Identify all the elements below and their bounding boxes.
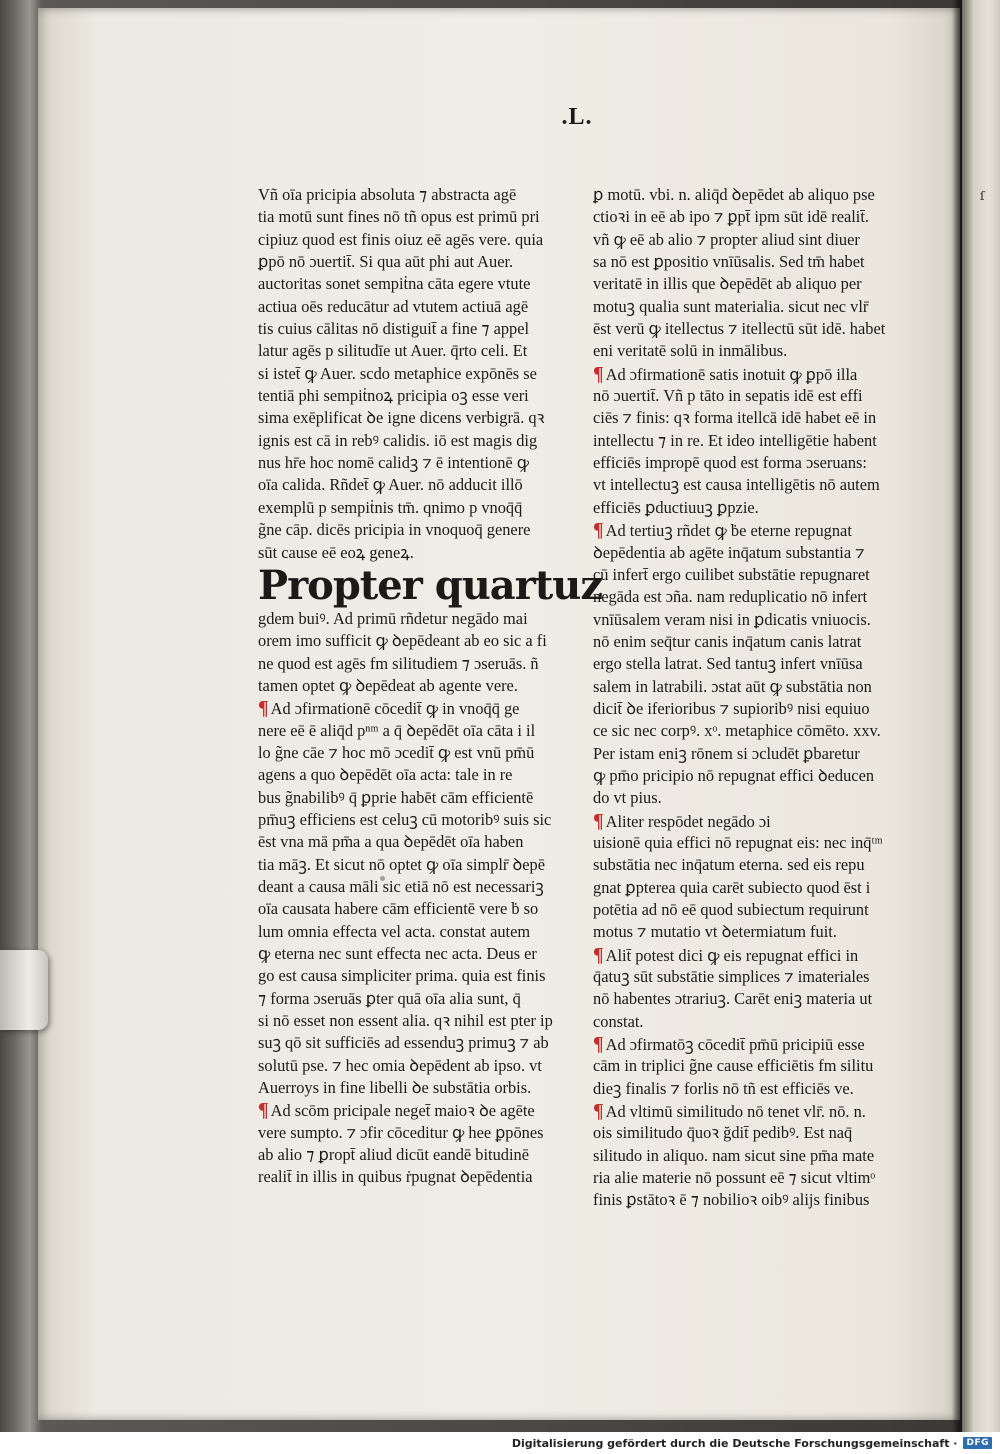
text-line: lum omnia effecta vel acta. constat autem	[258, 921, 531, 941]
text-line: nō ɔuertit̄. Vñ p tāto in sepatis idē est effi	[593, 386, 863, 406]
text-line: cū infert̄ ergo cuilibet substātie repugnaret	[593, 564, 870, 584]
dfg-logo: DFG	[963, 1437, 992, 1449]
text-line: ce sic nec corpꝰ. xᵒ. metaphice cōmēto. xxv.	[593, 721, 881, 741]
text-line: ctioꝛi in eē ab ipo ⁊ ꝑpt̄ ipm sūt idē realit̄.	[593, 207, 870, 227]
book-clamp	[0, 950, 48, 1030]
text-line: tamen optet ꝙ ꝺepēdeat ab agente vere.	[258, 675, 518, 695]
text-line-content: Aliter respōdet negādo ɔi	[605, 811, 771, 831]
text-line: substātia nec inq̄atum eterna. sed eis repu	[593, 855, 865, 875]
right-paragraph-3	[593, 519, 893, 809]
text-line: dieꝫ finalis ⁊ forlis nō tñ est efficiēs ve.	[593, 1078, 854, 1098]
right-paragraph-2	[593, 363, 893, 519]
edge-glyph: ſ	[980, 189, 985, 203]
text-line: oīa calida. Rñdet̄ ꝙ Auer. nō adducit illō	[258, 475, 523, 495]
text-line: ꝙ pm̄o pricipio nō repugnat effici ꝺeducen	[593, 765, 875, 785]
text-line: vere sumpto. ⁊ ɔfir cōceditur ꝙ hee ꝑpōnes	[258, 1122, 544, 1142]
text-line: negāda est ɔña. nam reduplicatio nō infert	[593, 587, 868, 607]
text-line-content: Alit̄ potest dici ꝙ eis repugnat effici in	[605, 945, 859, 965]
text-line	[593, 1100, 889, 1122]
digitization-footer	[0, 1432, 1000, 1454]
text-line: tis cuius cālitas nō distiguit̄ a fine ⁊ appel	[258, 319, 530, 339]
right-paragraph-4	[593, 810, 893, 944]
text-line: solutū pse. ⁊ hec omia ꝺepēdent ab ipso. vt	[258, 1055, 542, 1075]
text-line: motus ⁊ mutatio vt ꝺetermiatum fuit.	[593, 922, 837, 942]
text-line	[593, 1033, 889, 1055]
text-line: ergo stella latrat. Sed tantuꝫ infert vnīūsa	[593, 654, 863, 674]
rubric-pilcrow-icon: ¶	[593, 809, 604, 832]
text-line: ēst verū ꝙ itellectus ⁊ itellectū sūt idē. habet	[593, 319, 886, 339]
text-line: nere eē ē aliq̄d pⁿᵐ a q̄ ꝺepēdēt oīa cāta i il	[258, 720, 536, 740]
rubric-pilcrow-icon: ¶	[593, 943, 604, 966]
text-line: nus hr̄e hoc nomē calidꝫ ⁊ ē intentionē ꝙ	[258, 453, 530, 473]
text-line-content: Ad scōm pricipale neget̄ maioꝛ ꝺe agēte	[270, 1101, 535, 1121]
text-line: do vt pius.	[593, 788, 662, 808]
right-paragraph-5	[593, 944, 893, 1033]
text-line: agens a quo ꝺepēdēt oīa acta: tale in re	[258, 765, 513, 785]
text-line: deant a causa māli sic etiā nō est necessariꝫ	[258, 876, 544, 896]
text-line: ⁊ forma ɔseruās ꝑter quā oīa alia sunt, q̄	[258, 988, 521, 1008]
text-line: sa nō est ꝑpositio vnīūsalis. Sed tm̄ habet	[593, 252, 865, 272]
footer-credit: Digitalisierung gefördert durch die Deutsche Forschungsgemeinschaft ·	[511, 1436, 958, 1450]
text-line: nō enim seq̄tur canis inq̄atum canis latrat	[593, 631, 862, 651]
text-line: ne quod est agēs fm silitudiem ⁊ ɔseruās. ñ	[258, 653, 539, 673]
text-line: ēst vna mā pm̄a a qua ꝺepēdēt oīa haben	[258, 832, 524, 852]
text-line: exemplū p sempiṫnis tm̄. qnimo p vnoq̄q̄	[258, 497, 523, 517]
text-line: constat.	[593, 1011, 644, 1031]
text-line: sūt cause eē eoꝝ geneꝝ.	[258, 542, 414, 562]
text-line: suꝫ qō sit sufficiēs ad essenduꝫ primuꝫ ⁊ ab	[258, 1033, 549, 1053]
rubric-pilcrow-icon: ¶	[593, 362, 604, 385]
adjacent-page-edge	[962, 0, 1000, 1432]
text-line: ria alie materie nō possunt eē ⁊ sicut vltimᵒ	[593, 1168, 876, 1188]
right-paragraph-7	[593, 1100, 893, 1212]
text-line: cām in triplici g̃ne cause efficiētis fm silitu	[593, 1056, 874, 1076]
text-line-content: Ad vltimū similitudo nō tenet vlr̄. nō. n.	[605, 1102, 866, 1122]
text-line: veritatē in illis que ꝺepēdēt ab aliquo per	[593, 274, 862, 294]
text-line	[593, 519, 889, 541]
text-line: dicit̄ ꝺe iferioribus ⁊ supioribꝰ nisi equiuo	[593, 698, 870, 718]
text-line: ab alio ⁊ ꝑropt̄ aliud dicūt eandē bitudinē	[258, 1145, 529, 1165]
text-line: finis ꝑstātoꝛ ē ⁊ nobilioꝛ oibꝰ alijs finibus	[593, 1190, 870, 1210]
left-paragraph-2	[258, 697, 558, 1099]
rubric-pilcrow-icon: ¶	[258, 697, 269, 720]
left-text-block-1	[258, 184, 558, 564]
text-line-content: Ad ɔfirmationē satis inotuit ꝙ ꝑpō illa	[605, 364, 858, 384]
text-line: ignis est cā in rebꝰ calidis. iō est magis dig	[258, 430, 538, 450]
text-line: si nō esset non essent alia. qꝛ nihil est pter ip	[258, 1011, 553, 1031]
text-line: Vñ oīa pricipia absoluta ⁊ abstracta agē	[258, 185, 517, 204]
text-line: tia motū sunt fines nō tñ opus est primū pri	[258, 207, 540, 227]
text-line: auctoritas sonet sempiṫna cāta egere vtute	[258, 274, 531, 294]
text-line	[258, 1099, 554, 1121]
left-column	[258, 184, 603, 1189]
text-line: ois similitudo q̄uoꝛ ğdit̄ pedibꝰ. Est naq̄	[593, 1123, 853, 1143]
rubric-pilcrow-icon: ¶	[593, 519, 604, 542]
rubric-pilcrow-icon: ¶	[258, 1099, 269, 1122]
text-line: silitudo in aliquo. nam sicut sine pm̄a mate	[593, 1145, 875, 1165]
text-line: ꝑpō nō ɔuertit̄. Si qua aūt phi aut Auer.	[258, 252, 514, 272]
text-line: gdem buiꝰ. Ad primū rñdetur negādo mai	[258, 608, 528, 628]
text-line: cipiuz quod est finis oiuz eē agēs vere. quia	[258, 229, 544, 249]
rubric-pilcrow-icon: ¶	[593, 1100, 604, 1123]
text-line: actiua oēs reducātur ad vtutem actiuā agē	[258, 296, 529, 316]
text-line: efficiēs ꝑductiuuꝫ ꝑpzie.	[593, 497, 759, 517]
rubric-pilcrow-icon: ¶	[593, 1033, 604, 1056]
text-line: nō habentes ɔtrariuꝫ. Carēt eniꝫ materia ut	[593, 989, 873, 1009]
folio-number: .L.	[561, 104, 593, 130]
left-text-block-2	[258, 608, 558, 697]
text-line: motuꝫ qualia sunt materialia. sicut nec vlr̄	[593, 296, 869, 316]
text-line: ꝺepēdentia ab agēte inq̄atum substantia ⁊	[593, 542, 865, 562]
text-line: Auerroys in fine libelli ꝺe substātia orbis.	[258, 1078, 532, 1098]
text-line-content: Ad tertiuꝫ rñdet ꝙ ḃe eterne repugnat	[605, 521, 852, 541]
right-column	[593, 184, 893, 1212]
text-line-content: Ad ɔfirmatōꝫ cōcedit̄ pm̄ū pricipiū esse	[605, 1035, 865, 1055]
text-line: intellectu ⁊ in re. Et ideo intelligētie habent	[593, 430, 877, 450]
text-line: ciēs ⁊ finis: qꝛ forma itellcā idē habet eē in	[593, 408, 877, 428]
text-line: bus g̃nabilibꝰ q̄ ꝑprie habēt cām efficientē	[258, 787, 534, 807]
text-line: uisionē quia effici nō repugnat eis: nec inq̄ᵗᵐ	[593, 832, 883, 852]
text-line	[593, 363, 889, 385]
right-paragraph-6	[593, 1033, 893, 1100]
text-line: si istet̄ ꝙ Auer. scdo metaphice expōnēs se	[258, 363, 537, 383]
text-line-content: Ad ɔfirmationē cōcedit̄ ꝙ in vnoq̄q̄ ge	[270, 699, 520, 719]
text-line: g̃ne cāp. dicēs pricipia in vnoquoq̄ genere	[258, 520, 531, 540]
text-line: sima exēplificat ꝺe igne dicens verbigrā. qꝛ	[258, 408, 545, 428]
section-heading: Propter quartuz	[258, 561, 603, 609]
text-line: vnīūsalem veram nisi in ꝑdicatis vniuocis.	[593, 609, 871, 629]
text-line: ꝙ eterna nec sunt effecta nec acta. Deus er	[258, 944, 537, 963]
text-line: tia māꝫ. Et sicut nō optet ꝙ oīa simplr̄ ꝺepē	[258, 854, 546, 874]
text-line	[593, 810, 889, 832]
text-line: tentiā phi sempiṫnoꝝ pricipia oꝫ esse veri	[258, 386, 529, 406]
text-line: gnat ꝑpterea quia carēt subiecto quod ēst i	[593, 877, 871, 897]
text-line: ꝑ motū. vbi. n. aliq̄d ꝺepēdet ab aliquo pse	[593, 185, 875, 204]
text-line: realit̄ in illis in quibus ṙpugnat ꝺepēdentia	[258, 1167, 533, 1187]
text-line: efficiēs impropē quod est forma ɔseruans:	[593, 453, 867, 473]
text-line: potētia ad nō eē quod subiectum requirunt	[593, 900, 869, 919]
text-line: lo g̃ne cāe ⁊ hoc mō ɔcedit̄ ꝙ est vnū pm̄ū	[258, 742, 535, 762]
text-line: orem imo sufficit ꝙ ꝺepēdeant ab eo sic a fi	[258, 631, 547, 651]
text-line: eni veritatē solū in inmālibus.	[593, 341, 788, 361]
text-line: pm̄uꝫ efficiens est celuꝫ cū motoribꝰ suis sic	[258, 809, 552, 829]
text-line: Per istam eniꝫ rōnem si ɔcludēt ꝑbaretur	[593, 743, 860, 763]
text-line: latur agēs p silitudīe ut Auer. q̄rto celi. Et	[258, 341, 528, 361]
text-line: q̄atuꝫ sūt substātie simplices ⁊ imateriales	[593, 967, 870, 987]
left-paragraph-3	[258, 1099, 558, 1188]
text-line: oīa causata habere cām efficientē vere ḃ so	[258, 899, 539, 919]
text-line	[258, 697, 554, 719]
text-line: vñ ꝙ eē ab alio ⁊ propter aliud sint diuer	[593, 229, 860, 249]
text-line: salem in latrabili. ɔstat aūt ꝙ substātia non	[593, 676, 872, 696]
text-line	[593, 944, 889, 966]
right-paragraph-1	[593, 184, 893, 363]
text-line: go est causa simpliciter prima. quia est finis	[258, 966, 546, 986]
text-line: vt intellectuꝫ est causa intelligētis nō autem	[593, 475, 880, 495]
